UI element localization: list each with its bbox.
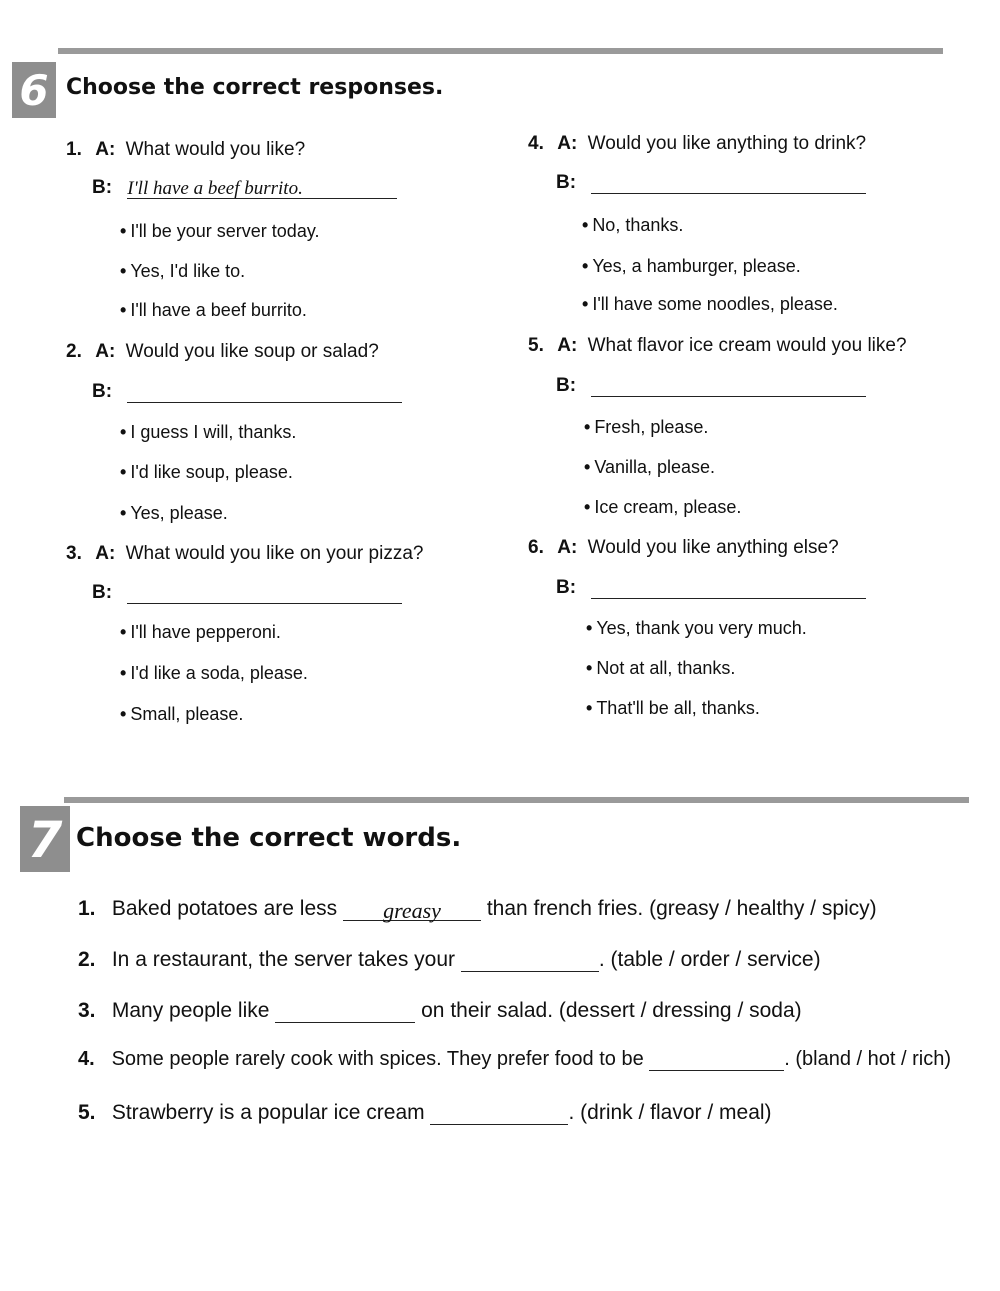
option[interactable]: • Yes, thank you very much. (586, 618, 807, 638)
question-6 (528, 537, 839, 559)
option[interactable]: • No, thanks. (582, 215, 684, 235)
speaker-b-label: B: (556, 172, 577, 193)
question-3 (66, 543, 423, 565)
speaker-a-label: A: (95, 543, 116, 564)
option-text: Yes, I'd like to. (130, 261, 246, 281)
question-number: 2. (66, 341, 82, 362)
sentence-after: . (drink / flavor / meal) (568, 1101, 772, 1124)
sentence-1 (78, 897, 877, 921)
option-text: I'll be your server today. (130, 221, 320, 241)
question-number: 6. (528, 537, 544, 558)
section-6-title: Choose the correct responses. (66, 75, 444, 100)
speaker-b-label: B: (92, 177, 113, 198)
answer-line-6 (556, 577, 866, 599)
answer-blank[interactable] (591, 376, 866, 397)
answer-blank[interactable] (591, 173, 866, 194)
answer-blank[interactable] (461, 949, 599, 972)
option-text: Yes, thank you very much. (596, 618, 807, 638)
section-6-rule (58, 48, 943, 54)
option[interactable]: • I guess I will, thanks. (120, 422, 297, 442)
question-number: 1. (66, 139, 82, 160)
answer-line-5 (556, 375, 866, 397)
section-7-number: 7 (20, 806, 70, 872)
option[interactable]: • I'd like soup, please. (120, 462, 293, 482)
sentence-before: Some people rarely cook with spices. They prefer food to be (111, 1048, 644, 1070)
question-text: Would you like soup or salad? (125, 341, 379, 362)
item-number: 3. (78, 999, 96, 1022)
sentence-after: . (table / order / service) (598, 948, 821, 971)
option-text: I'll have pepperoni. (130, 622, 281, 642)
question-number: 5. (528, 335, 544, 356)
answer-line-3 (92, 582, 402, 604)
speaker-b-label: B: (92, 381, 113, 402)
sentence-4 (78, 1048, 951, 1071)
item-number: 4. (78, 1048, 95, 1070)
sentence-before: Strawberry is a popular ice cream (111, 1101, 425, 1124)
sentence-before: Many people like (111, 999, 270, 1022)
option[interactable]: • I'll have a beef burrito. (120, 300, 307, 320)
option-text: I'll have some noodles, please. (592, 294, 838, 314)
speaker-b-label: B: (556, 577, 577, 598)
option-text: I'd like soup, please. (130, 462, 293, 482)
option-text: Not at all, thanks. (596, 658, 736, 678)
question-number: 3. (66, 543, 82, 564)
sentence-5 (78, 1101, 772, 1125)
answer-blank[interactable] (127, 583, 402, 604)
question-number: 4. (528, 133, 544, 154)
question-text: What would you like on your pizza? (125, 543, 424, 564)
option[interactable]: • Fresh, please. (584, 417, 709, 437)
question-5 (528, 335, 907, 357)
answer-blank[interactable]: greasy (343, 898, 481, 921)
option-text: Small, please. (130, 704, 244, 724)
answer-blank[interactable]: I'll have a beef burrito. (127, 178, 397, 199)
option-text: Ice cream, please. (594, 497, 742, 517)
sentence-2 (78, 948, 821, 972)
option-text: I'd like a soda, please. (130, 663, 308, 683)
speaker-a-label: A: (557, 537, 578, 558)
speaker-b-label: B: (92, 582, 113, 603)
section-6-number: 6 (12, 62, 56, 118)
sentence-before: Baked potatoes are less (111, 897, 338, 920)
speaker-b-label: B: (556, 375, 577, 396)
option[interactable]: • Ice cream, please. (584, 497, 742, 517)
item-number: 1. (78, 897, 96, 920)
answer-blank[interactable] (275, 1000, 415, 1023)
item-number: 5. (78, 1101, 96, 1124)
question-2 (66, 341, 379, 363)
speaker-a-label: A: (557, 335, 578, 356)
option-text: That'll be all, thanks. (596, 698, 760, 718)
item-number: 2. (78, 948, 96, 971)
option[interactable]: • Yes, please. (120, 503, 228, 523)
option-text: I guess I will, thanks. (130, 422, 297, 442)
option[interactable]: • I'd like a soda, please. (120, 663, 308, 683)
sentence-after: on their salad. (dessert / dressing / soda) (421, 999, 802, 1022)
speaker-a-label: A: (557, 133, 578, 154)
option[interactable]: • Not at all, thanks. (586, 658, 736, 678)
sentence-before: In a restaurant, the server takes your (111, 948, 456, 971)
option[interactable]: • Yes, a hamburger, please. (582, 256, 801, 276)
option-text: Yes, please. (130, 503, 228, 523)
answer-blank[interactable] (430, 1102, 568, 1125)
question-text: Would you like anything to drink? (587, 133, 867, 154)
option[interactable]: • I'll have pepperoni. (120, 622, 281, 642)
answer-blank[interactable] (127, 382, 402, 403)
section-7-rule (64, 797, 969, 803)
question-1 (66, 139, 305, 161)
answer-blank[interactable] (649, 1048, 784, 1071)
option[interactable]: • That'll be all, thanks. (586, 698, 760, 718)
option-text: Yes, a hamburger, please. (592, 256, 801, 276)
section-7-title: Choose the correct words. (76, 823, 462, 853)
sentence-after: than french fries. (greasy / healthy / spicy) (486, 897, 877, 920)
answer-line-2 (92, 381, 402, 403)
option-text: I'll have a beef burrito. (130, 300, 307, 320)
option[interactable]: • I'll be your server today. (120, 221, 320, 241)
option-text: Fresh, please. (594, 417, 709, 437)
question-4 (528, 133, 866, 155)
answer-blank[interactable] (591, 578, 866, 599)
option-text: Vanilla, please. (594, 457, 716, 477)
option-text: No, thanks. (592, 215, 684, 235)
sentence-after: . (bland / hot / rich) (784, 1048, 952, 1070)
answer-line-1 (92, 177, 397, 199)
question-text: Would you like anything else? (587, 537, 839, 558)
question-text: What would you like? (125, 139, 306, 160)
speaker-a-label: A: (95, 341, 116, 362)
speaker-a-label: A: (95, 139, 116, 160)
answer-line-4 (556, 172, 866, 194)
option[interactable]: • I'll have some noodles, please. (582, 294, 838, 314)
option[interactable]: • Yes, I'd like to. (120, 261, 246, 281)
option[interactable]: • Small, please. (120, 704, 244, 724)
question-text: What flavor ice cream would you like? (587, 335, 907, 356)
sentence-3 (78, 999, 802, 1023)
option[interactable]: • Vanilla, please. (584, 457, 716, 477)
